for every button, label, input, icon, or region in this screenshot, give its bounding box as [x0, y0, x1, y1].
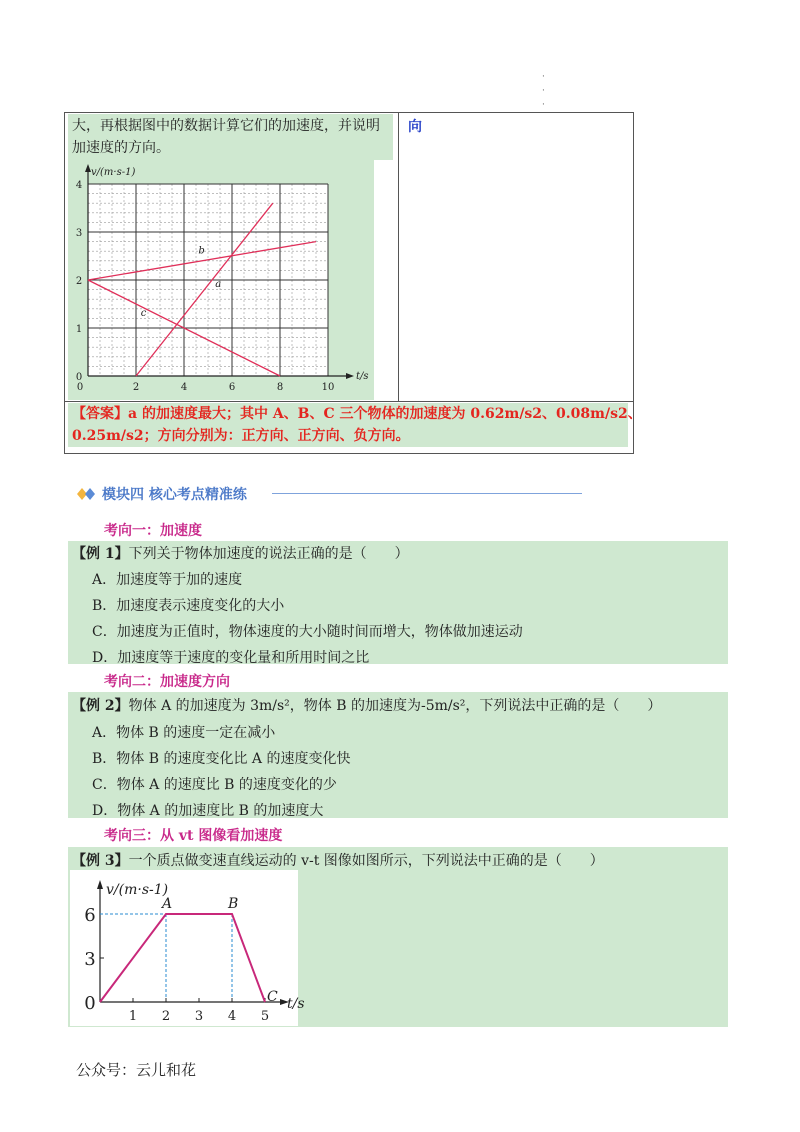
- example-2-option-a: A．物体 B 的速度一定在减小: [92, 725, 276, 741]
- vt-graph-2: [70, 870, 305, 1026]
- example-2-option-c: C．物体 A 的速度比 B 的速度变化的少: [92, 777, 337, 793]
- top-dots: · · ·: [542, 72, 545, 110]
- double-diamond-icon: [78, 487, 98, 501]
- example-2-option-d: D．物体 A 的加速度比 B 的加速度大: [92, 803, 324, 819]
- x-tick-label: 10: [321, 382, 335, 393]
- y-tick-label: 2: [75, 276, 83, 287]
- example-1-option-c: C．加速度为正值时，物体速度的大小随时间而增大，物体做加速运动: [92, 624, 523, 640]
- point-label-B: B: [228, 896, 239, 912]
- x-tick-label: 2: [132, 382, 140, 393]
- example-1-label: 【例 1】: [72, 546, 129, 562]
- y-tick-label: 0: [84, 993, 96, 1014]
- x-tick-label: 5: [260, 1009, 270, 1024]
- x-tick-label: 8: [276, 382, 284, 393]
- line-label-c: c: [140, 308, 147, 319]
- x-axis-label: t/s: [356, 371, 369, 382]
- y-axis-label: v/(m·s-1): [91, 167, 136, 178]
- x-tick-label: 4: [180, 382, 188, 393]
- example-2-stem: 【例 2】物体 A 的加速度为 3m/s²，物体 B 的加速度为-5m/s²，下列说法中正确的是（ ）: [72, 698, 662, 714]
- x-axis-arrow: [346, 373, 354, 379]
- vt-graph-1: [68, 160, 374, 400]
- x-tick-label: 4: [227, 1009, 237, 1024]
- x-tick-label: 1: [128, 1009, 138, 1024]
- y-tick-label: 1: [75, 324, 83, 335]
- y-tick-label: 0: [75, 372, 83, 383]
- y-tick-label: 6: [84, 905, 96, 926]
- line-label-b: b: [198, 245, 205, 257]
- table-row-divider: [64, 401, 634, 402]
- module-rule: [272, 493, 582, 494]
- series-line: [100, 914, 265, 1002]
- x-tick-label: 6: [228, 382, 236, 393]
- line-label-a: a: [215, 279, 222, 291]
- x-tick-label: 3: [194, 1009, 204, 1024]
- question-text: 大，再根据图中的数据计算它们的加速度，并说明 加速度的方向。: [72, 118, 380, 156]
- example-3-stem: 【例 3】一个质点做变速直线运动的 v-t 图像如图所示，下列说法中正确的是（ ）: [72, 853, 604, 869]
- example-3-label: 【例 3】: [72, 853, 129, 869]
- table-col-divider: [398, 112, 399, 402]
- y-tick-label: 3: [84, 949, 96, 970]
- example-1-stem: 【例 1】下列关于物体加速度的说法正确的是（ ）: [72, 546, 409, 562]
- example-1-option-d: D．加速度等于速度的变化量和所用时间之比: [92, 650, 370, 666]
- footer-text: 公众号：云儿和花: [76, 1061, 197, 1079]
- answer-text: 【答案】a 的加速度最大；其中 A、B、C 三个物体的加速度为 0.62m/s2、0.08m/s2、 0.25m/s2；方向分别为：正方向、正方向、负方向。: [72, 406, 642, 444]
- y-tick-label: 4: [75, 180, 83, 191]
- point-label-C: C: [267, 989, 278, 1005]
- example-2-option-b: B．物体 B 的速度变化比 A 的速度变化快: [92, 751, 351, 767]
- direction-1-heading: 考向一：加速度: [104, 523, 202, 539]
- module-title: 模块四 核心考点精准练: [102, 487, 247, 503]
- example-1-option-a: A．加速度等于加的速度: [92, 572, 243, 588]
- y-axis-arrow: [97, 880, 103, 889]
- x-axis-label: t/s: [287, 996, 305, 1012]
- example-1-option-b: B．加速度表示速度变化的大小: [92, 598, 285, 614]
- example-2-label: 【例 2】: [72, 698, 129, 714]
- x-tick-label: 0: [76, 382, 84, 393]
- direction-3-heading: 考向三：从 vt 图像看加速度: [104, 828, 283, 844]
- point-label-A: A: [162, 896, 173, 912]
- y-axis-label: v/(m·s-1): [106, 882, 169, 898]
- direction-2-heading: 考向二：加速度方向: [104, 674, 230, 690]
- y-tick-label: 3: [75, 228, 83, 239]
- right-cell-text: 向: [408, 119, 422, 135]
- x-tick-label: 2: [161, 1009, 171, 1024]
